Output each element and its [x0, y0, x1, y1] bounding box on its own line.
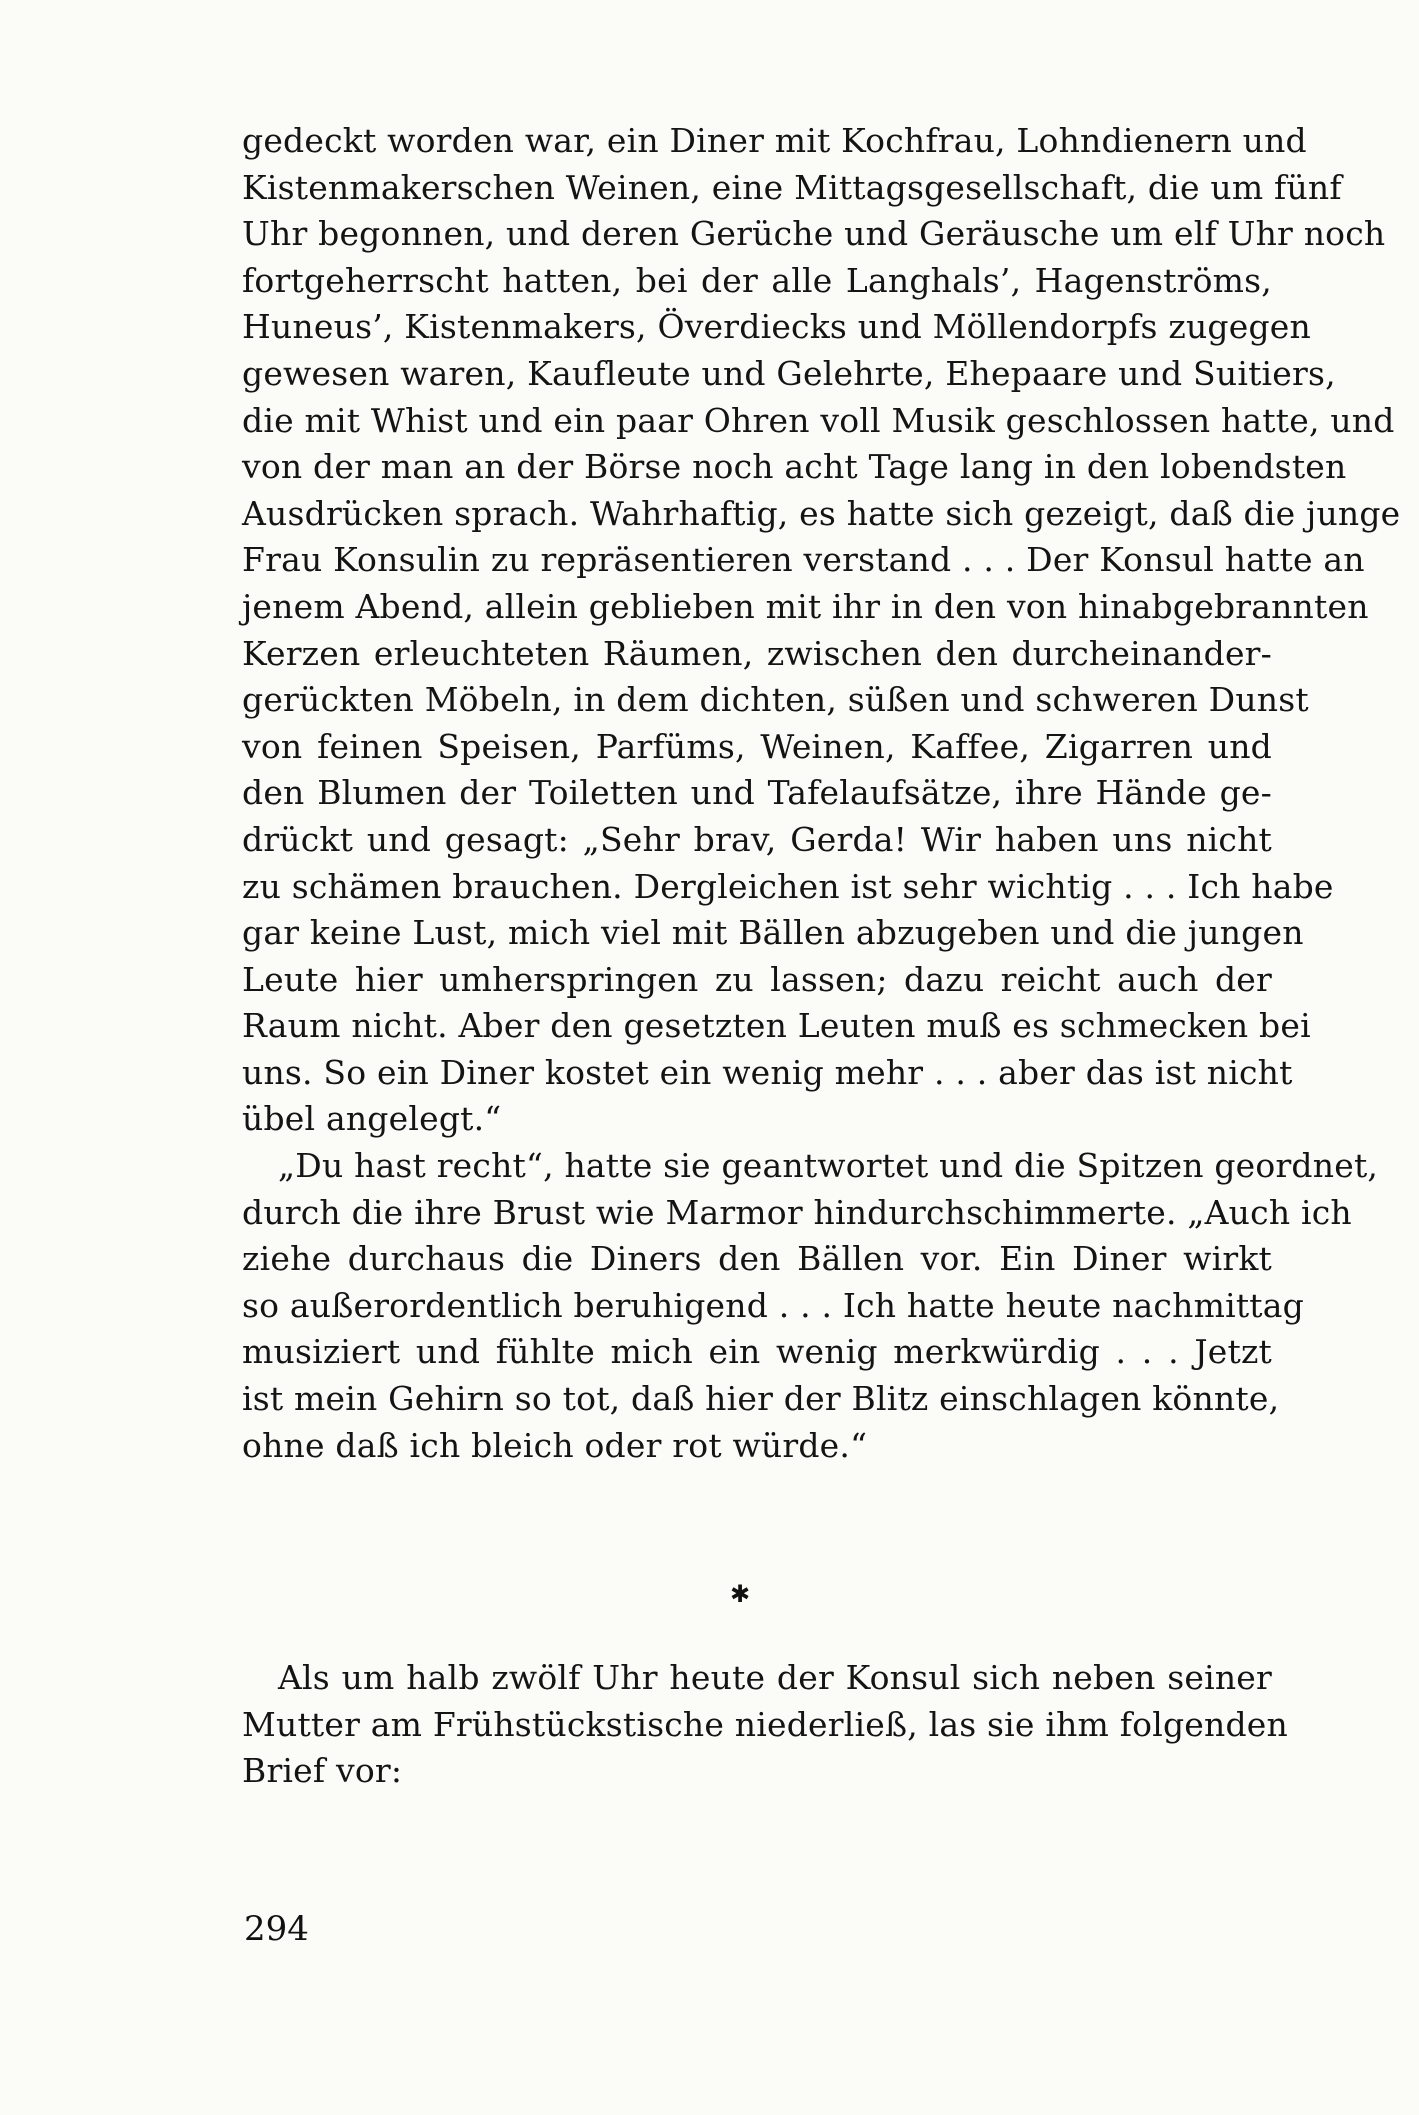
text-line: so außerordentlich beruhigend . . . Ich hatte heute nachmittag — [242, 1285, 1304, 1325]
text-line: gerückten Möbeln, in dem dichten, süßen und schweren Dunst — [242, 680, 1309, 720]
text-line: ohne daß ich bleich oder rot würde.“ — [242, 1425, 868, 1465]
text-line: gewesen waren, Kaufleute und Gelehrte, Ehepaare und Suitiers, — [242, 353, 1336, 393]
text-line: von feinen Speisen, Parfüms, Weinen, Kaffee, Zigarren und — [242, 726, 1272, 766]
text-line: Kistenmakerschen Weinen, eine Mittagsgesellschaft, die um fünf — [242, 167, 1342, 207]
text-line: „Du hast recht“, hatte sie geantwortet und die Spitzen geordnet, — [278, 1146, 1379, 1186]
text-line: die mit Whist und ein paar Ohren voll Musik geschlossen hatte, und — [242, 400, 1395, 440]
paragraph-gerda-reply — [242, 1143, 1379, 1469]
text-line: Uhr begonnen, und deren Gerüche und Geräusche um elf Uhr noch — [242, 214, 1386, 254]
text-line: fortgeherrscht hatten, bei der alle Langhals’, Hagenströms, — [242, 260, 1272, 300]
text-line: uns. So ein Diner kostet ein wenig mehr . . . aber das ist nicht — [242, 1052, 1293, 1092]
text-line: den Blumen der Toiletten und Tafelaufsätze, ihre Hände ge- — [242, 773, 1272, 813]
paragraph-dinner-description — [242, 118, 1401, 1143]
text-line: Frau Konsulin zu repräsentieren verstand . . . Der Konsul hatte an — [242, 540, 1365, 580]
text-line: jenem Abend, allein geblieben mit ihr in den von hinabgebrannten — [242, 586, 1369, 626]
text-line: Kerzen erleuchteten Räumen, zwischen den durcheinander- — [242, 633, 1272, 673]
text-line: Ausdrücken sprach. Wahrhaftig, es hatte sich gezeigt, daß die junge — [242, 493, 1401, 533]
text-line: Mutter am Frühstückstische niederließ, las sie ihm folgenden — [242, 1704, 1288, 1744]
text-line: übel angelegt.“ — [242, 1099, 502, 1139]
text-line: gar keine Lust, mich viel mit Bällen abzugeben und die jungen — [242, 913, 1304, 953]
paragraph-breakfast-letter — [242, 1655, 1288, 1795]
text-line: Leute hier umherspringen zu lassen; dazu reicht auch der — [242, 959, 1272, 999]
text-line: gedeckt worden war, ein Diner mit Kochfrau, Lohndienern und — [242, 121, 1307, 160]
text-line: zu schämen brauchen. Dergleichen ist sehr wichtig . . . Ich habe — [242, 866, 1334, 906]
text-section-after-divider — [242, 1655, 1288, 1795]
text-section-before-divider — [242, 118, 1401, 1469]
text-line: ziehe durchaus die Diners den Bällen vor. Ein Diner wirkt — [242, 1239, 1272, 1279]
text-line: Raum nicht. Aber den gesetzten Leuten muß es schmecken bei — [242, 1006, 1311, 1046]
text-line: Brief vor: — [242, 1751, 403, 1791]
text-line: Huneus’, Kistenmakers, Överdiecks und Möllendorpfs zugegen — [242, 307, 1311, 347]
page-number: 294 — [244, 1909, 309, 1949]
section-divider-asterisk: ✱ — [730, 1580, 751, 1608]
text-line: ist mein Gehirn so tot, daß hier der Blitz einschlagen könnte, — [242, 1379, 1280, 1419]
text-line: von der man an der Börse noch acht Tage lang in den lobendsten — [242, 447, 1347, 487]
text-line: Als um halb zwölf Uhr heute der Konsul sich neben seiner — [278, 1658, 1272, 1697]
text-line: musiziert und fühlte mich ein wenig merkwürdig . . . Jetzt — [242, 1332, 1272, 1372]
text-line: drückt und gesagt: „Sehr brav, Gerda! Wir haben uns nicht — [242, 819, 1272, 859]
text-line: durch die ihre Brust wie Marmor hindurchschimmerte. „Auch ich — [242, 1192, 1352, 1232]
